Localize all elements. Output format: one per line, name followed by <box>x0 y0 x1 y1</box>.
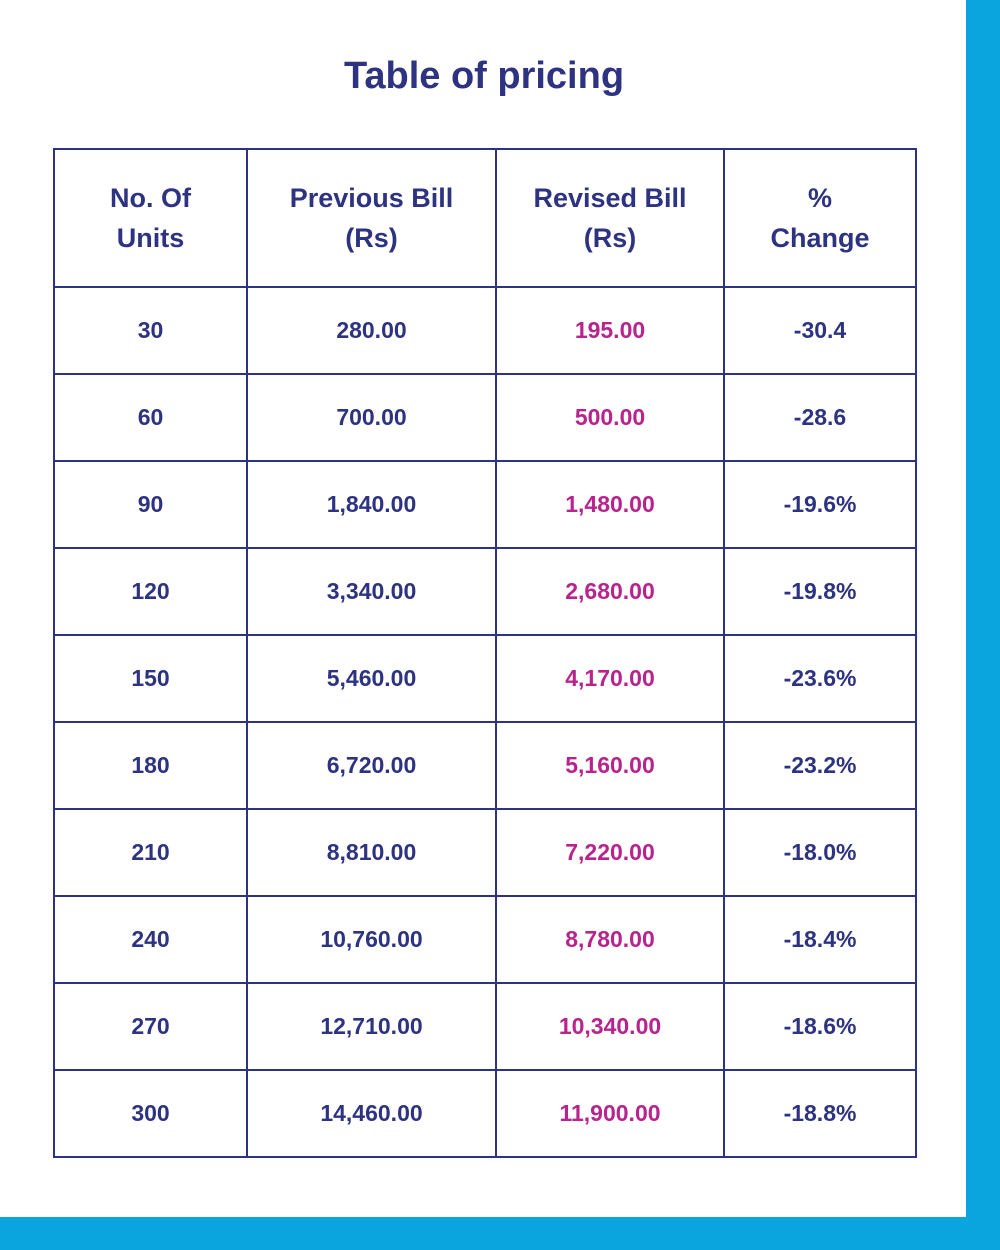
cell-percent-change: -18.4% <box>724 896 916 983</box>
cell-revised-bill: 1,480.00 <box>496 461 724 548</box>
header-revised-line1: Revised Bill <box>533 183 687 213</box>
cell-revised-bill: 8,780.00 <box>496 896 724 983</box>
page-title: Table of pricing <box>343 55 625 97</box>
header-previous-bill <box>247 149 496 287</box>
cell-previous-bill: 5,460.00 <box>247 635 496 722</box>
cell-revised-bill: 2,680.00 <box>496 548 724 635</box>
header-revised-line2: (Rs) <box>583 223 637 253</box>
header-units-line2: Units <box>116 223 185 253</box>
cell-percent-change: -30.4 <box>724 287 916 374</box>
header-units-line1: No. Of <box>110 183 191 213</box>
table-row <box>54 287 916 374</box>
pricing-table <box>53 148 917 1158</box>
table-row <box>54 983 916 1070</box>
cell-revised-bill: 195.00 <box>496 287 724 374</box>
cell-units: 60 <box>54 374 247 461</box>
cell-percent-change: -19.8% <box>724 548 916 635</box>
table-row <box>54 548 916 635</box>
cell-revised-bill: 500.00 <box>496 374 724 461</box>
cell-percent-change: -19.6% <box>724 461 916 548</box>
cell-units: 150 <box>54 635 247 722</box>
cell-previous-bill: 14,460.00 <box>247 1070 496 1157</box>
accent-bar-bottom <box>0 1217 1000 1250</box>
cell-previous-bill: 10,760.00 <box>247 896 496 983</box>
accent-bar-right <box>966 0 1000 1250</box>
cell-percent-change: -28.6 <box>724 374 916 461</box>
header-previous-line1: Previous Bill <box>289 183 454 213</box>
cell-revised-bill: 10,340.00 <box>496 983 724 1070</box>
cell-percent-change: -18.8% <box>724 1070 916 1157</box>
cell-units: 210 <box>54 809 247 896</box>
cell-revised-bill: 5,160.00 <box>496 722 724 809</box>
cell-percent-change: -18.6% <box>724 983 916 1070</box>
cell-units: 240 <box>54 896 247 983</box>
header-revised-bill <box>496 149 724 287</box>
cell-units: 180 <box>54 722 247 809</box>
cell-units: 90 <box>54 461 247 548</box>
cell-previous-bill: 6,720.00 <box>247 722 496 809</box>
header-change-line1: % <box>807 183 832 213</box>
cell-revised-bill: 7,220.00 <box>496 809 724 896</box>
table-row <box>54 374 916 461</box>
header-previous-line2: (Rs) <box>345 223 398 253</box>
table-header-row <box>54 149 916 287</box>
cell-previous-bill: 3,340.00 <box>247 548 496 635</box>
cell-percent-change: -23.6% <box>724 635 916 722</box>
cell-previous-bill: 8,810.00 <box>247 809 496 896</box>
cell-units: 30 <box>54 287 247 374</box>
table-row <box>54 461 916 548</box>
cell-units: 270 <box>54 983 247 1070</box>
cell-percent-change: -18.0% <box>724 809 916 896</box>
table-row <box>54 1070 916 1157</box>
header-percent-change <box>724 149 916 287</box>
cell-revised-bill: 4,170.00 <box>496 635 724 722</box>
table-row <box>54 896 916 983</box>
header-change-line2: Change <box>770 223 870 253</box>
table-row <box>54 635 916 722</box>
header-units <box>54 149 247 287</box>
cell-previous-bill: 1,840.00 <box>247 461 496 548</box>
table-row <box>54 809 916 896</box>
cell-percent-change: -23.2% <box>724 722 916 809</box>
cell-units: 300 <box>54 1070 247 1157</box>
cell-previous-bill: 12,710.00 <box>247 983 496 1070</box>
cell-revised-bill: 11,900.00 <box>496 1070 724 1157</box>
cell-previous-bill: 280.00 <box>247 287 496 374</box>
table-row <box>54 722 916 809</box>
cell-units: 120 <box>54 548 247 635</box>
cell-previous-bill: 700.00 <box>247 374 496 461</box>
